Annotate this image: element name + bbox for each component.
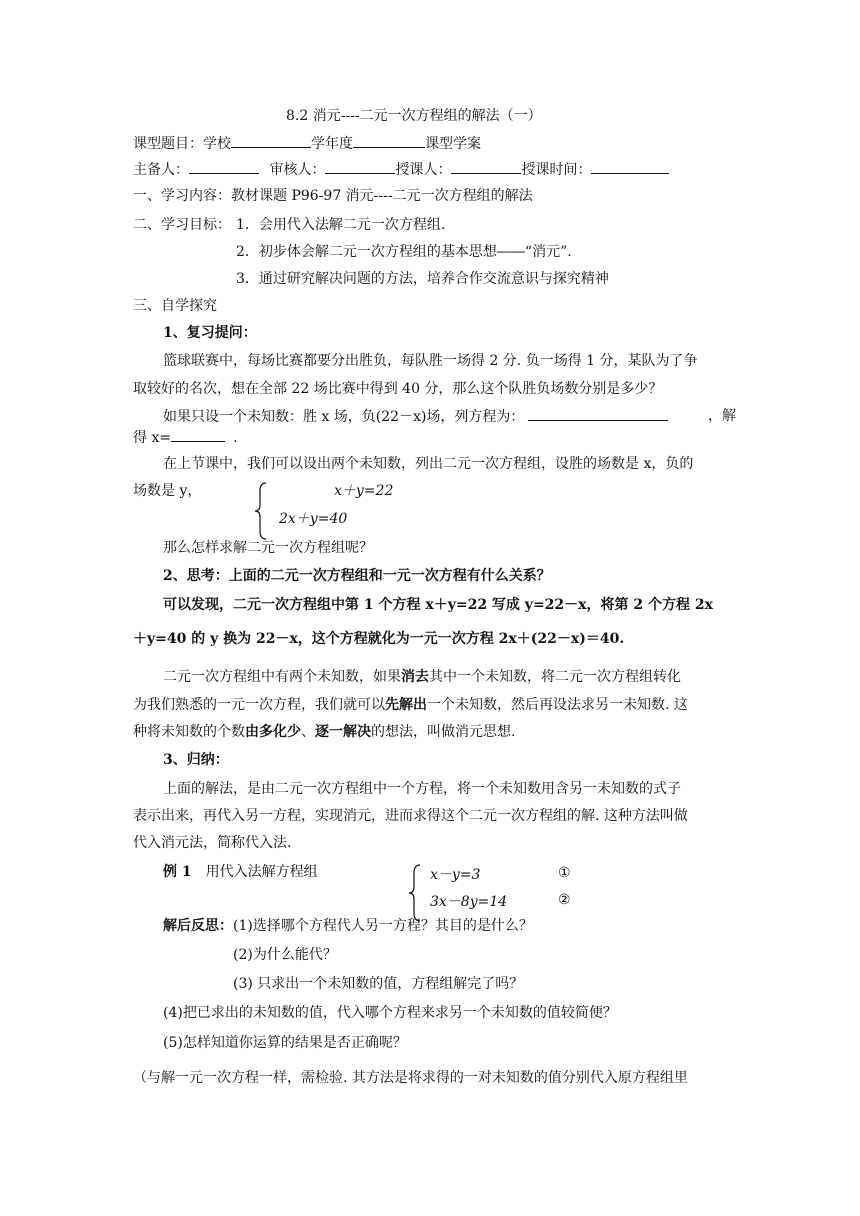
para-line3-c: 、: [301, 724, 315, 740]
para-line2-a: 为我们熟悉的一元一次方程，我们就可以: [133, 697, 385, 713]
reviewer-blank: [325, 160, 395, 174]
equation-mark-1: ①: [558, 865, 571, 881]
solution-blank: [171, 428, 225, 442]
reflection-q5: (5)怎样知道你运算的结果是否正确呢？: [163, 1035, 407, 1051]
goal-1: 1．会用代入法解二元一次方程组.: [236, 217, 446, 233]
review-p1-line1: 篮球联赛中，每场比赛都要分出胜负，每队胜一场得 2 分. 负一场得 1 分，某队为了争: [163, 353, 698, 369]
lesson-topic-suffix: 课型学案: [425, 136, 481, 152]
example-label: 例 1: [163, 864, 192, 880]
reflection-q3: (3) 只求出一个未知数的值，方程组解完了吗？: [233, 976, 524, 992]
reflection-q2: (2)为什么能代？: [233, 947, 337, 963]
para-line3-bold-2: 逐一解决: [315, 724, 371, 740]
review-p2-end: ，解: [708, 408, 736, 424]
para-line3-bold-1: 由多化少: [245, 724, 301, 740]
preparer-label: 主备人：: [133, 162, 189, 178]
reflection-q1: (1)选择哪个方程代人另一方程？其目的是什么？: [233, 918, 533, 934]
time-blank: [591, 160, 669, 174]
review-p2-line1: [163, 407, 668, 426]
section-1: 一、学习内容：教材课题 P96-97 消元----二元一次方程组的解法: [133, 188, 533, 204]
preparer-blank: [189, 160, 259, 174]
think-heading: 2、思考：上面的二元一次方程组和一元一次方程有什么关系？: [163, 568, 551, 584]
goal-2: 2．初步体会解二元一次方程组的基本思想――“消元”.: [236, 244, 572, 260]
system-brace-1: [252, 481, 270, 541]
lesson-topic-line: [133, 134, 481, 153]
para-line1-a: 二元一次方程组中有两个未知数，如果: [163, 669, 401, 685]
reflection-q4: (4)把已求出的未知数的值，代入哪个方程来求另一个未知数的值较简便？: [163, 1005, 617, 1021]
para-line3-a: 种将未知数的个数: [133, 724, 245, 740]
page-title: 8.2 消元----二元一次方程组的解法（一）: [286, 108, 542, 124]
para-line1-bold: 消去: [401, 669, 429, 685]
review-p2-line2: [133, 428, 238, 447]
para-line3: [133, 723, 515, 741]
section-2-label: 二、学习目标：: [133, 217, 231, 233]
lecturer-blank: [451, 160, 521, 174]
goal-3: 3．通过研究解决问题的方法，培养合作交流意识与探究精神: [236, 271, 609, 287]
system1-equation-1: x＋y=22: [334, 483, 394, 499]
review-p2-line2-text: 得 x=: [133, 430, 172, 446]
para-line2: [133, 696, 688, 714]
equation-mark-2: ②: [558, 892, 571, 908]
think-line2: ＋y=40 的 y 换为 22－x，这个方程就化为一元一次方程 2x＋(22－x)＝40.: [133, 631, 625, 647]
review-p3-line2: 场数是 y，: [133, 483, 202, 499]
school-blank: [231, 134, 311, 148]
para-line2-c: 一个未知数，然后再设法求另一未知数. 这: [427, 697, 688, 713]
review-p2-line2-end: .: [233, 430, 238, 446]
lecturer-label: 授课人：: [395, 162, 452, 178]
para-line1: [163, 668, 681, 686]
summary-heading: 3、归纳：: [163, 752, 229, 768]
staff-line: [133, 160, 669, 179]
summary-line1: 上面的解法，是由二元一次方程组中一个方程，将一个未知数用含另一未知数的式子: [163, 781, 681, 797]
time-label: 授课时间：: [521, 162, 592, 178]
summary-line2: 表示出来，再代入另一方程，实现消元，进而求得这个二元一次方程组的解. 这种方法叫做: [133, 808, 688, 824]
example-line: [163, 863, 318, 881]
para-line2-bold: 先解出: [385, 697, 427, 713]
reviewer-label: 审核人：: [269, 162, 326, 178]
reflection-last: （与解一元一次方程一样，需检验. 其方法是将求得的一对未知数的值分别代入原方程组里: [133, 1070, 688, 1086]
review-heading: 1、复习提问：: [163, 325, 257, 341]
system2-equation-2: 3x－8y=14: [430, 894, 508, 910]
system-brace-2: [406, 863, 424, 923]
think-line1: 可以发现，二元一次方程组中第 1 个方程 x＋y=22 写成 y=22－x，将第 2 个方程 2x: [163, 597, 713, 613]
review-p1-line2: 取较好的名次，想在全部 22 场比赛中得到 40 分，那么这个队胜负场数分别是多少？: [133, 381, 663, 397]
year-blank: [353, 134, 425, 148]
system1-equation-2: 2x＋y=40: [279, 511, 348, 527]
lesson-topic-prefix: 课型题目：学校: [133, 136, 231, 152]
reflection-line-1: [163, 917, 533, 935]
example-text: 用代入法解方程组: [205, 864, 318, 880]
review-p2-text: 如果只设一个未知数：胜 x 场，负(22－x)场，列方程为：: [163, 409, 525, 425]
review-p4: 那么怎样求解二元一次方程组呢？: [163, 540, 373, 556]
summary-line3: 代入消元法，简称代入法.: [133, 835, 292, 851]
lesson-topic-mid: 学年度: [311, 136, 353, 152]
reflection-label: 解后反思：: [163, 918, 233, 934]
section-3: 三、自学探究: [133, 298, 217, 314]
para-line1-c: 其中一个未知数，将二元一次方程组转化: [429, 669, 681, 685]
review-p3-line1: 在上节课中，我们可以设出两个未知数，列出二元一次方程组，设胜的场数是 x，负的: [163, 456, 694, 472]
system2-equation-1: x－y=3: [430, 867, 481, 883]
equation-blank: [528, 407, 668, 421]
para-line3-e: 的想法，叫做消元思想.: [371, 724, 516, 740]
